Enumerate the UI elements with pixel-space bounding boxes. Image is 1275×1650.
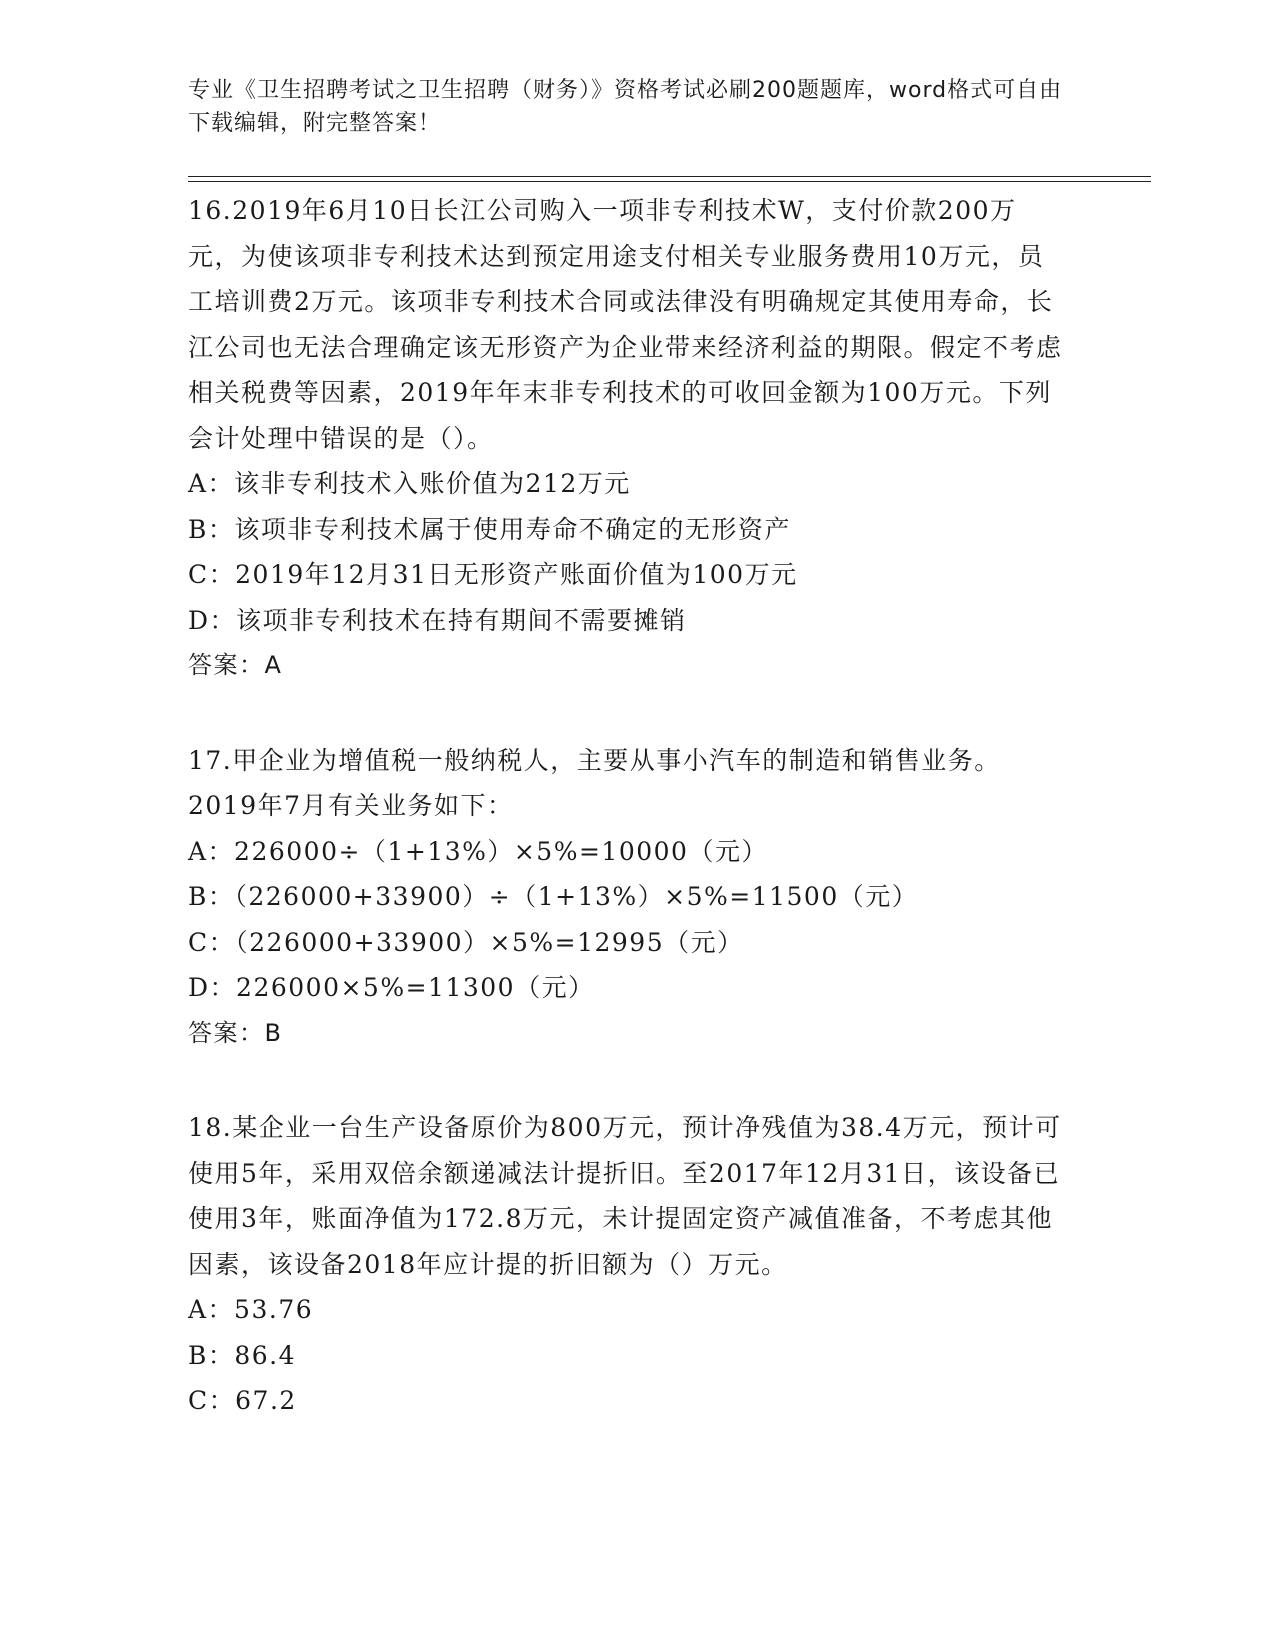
question-list: [188, 188, 1068, 1473]
option-b: B：86.4: [188, 1340, 297, 1370]
option-a: A：该非专利技术入账价值为212万元: [188, 469, 631, 498]
answer: 答案：A: [188, 651, 283, 679]
option-b: B：（226000+33900）÷（1+13%）×5%=11500（元）: [188, 882, 919, 911]
option-d: D：该项非专利技术在持有期间不需要摊销: [188, 605, 687, 635]
option-c: C：2019年12月31日无形资产账面价值为100万元: [188, 560, 798, 589]
question-16: [188, 188, 1068, 689]
question-text: 18.某企业一台生产设备原价为800万元，预计净残值为38.4万元，预计可使用5年，采用双倍余额递减法计提折旧。至2017年12月31日，该设备已使用3年，账面净值为172.8万元，未计提固定资产减值准备，不考虑其他因素，该设备2018年应计提的折旧额为（）万元。: [188, 1113, 1062, 1279]
question-text: 16.2019年6月10日长江公司购入一项非专利技术W，支付价款200万元，为使该项非专利技术达到预定用途支付相关专业服务费用10万元，员工培训费2万元。该项非专利技术合同或法律没有明确规定其使用寿命，长江公司也无法合理确定该无形资产为企业带来经济利益的期限。假定不考虑相关税费等因素，2019年年末非专利技术的可收回金额为100万元。下列会计处理中错误的是（）。: [188, 196, 1063, 453]
option-a: A：226000÷（1+13%）×5%=10000（元）: [188, 836, 768, 866]
question-18: [188, 1105, 1068, 1424]
header-rule-bottom: [188, 181, 1151, 182]
option-a: A：53.76: [188, 1295, 314, 1324]
answer: 答案：B: [188, 1018, 283, 1047]
option-d: D：226000×5%=11300（元）: [188, 973, 595, 1002]
header-rule-top: [188, 176, 1151, 177]
option-c: C：67.2: [188, 1386, 297, 1415]
question-17: [188, 738, 1068, 1057]
option-b: B：该项非专利技术属于使用寿命不确定的无形资产: [188, 514, 791, 544]
document-header: 专业《卫生招聘考试之卫生招聘（财务）》资格考试必刷200题题库，word格式可自由下载编辑，附完整答案！: [188, 78, 1063, 136]
option-c: C：（226000+33900）×5%=12995（元）: [188, 927, 744, 957]
question-text: 17.甲企业为增值税一般纳税人，主要从事小汽车的制造和销售业务。2019年7月有关业务如下：: [188, 745, 1001, 820]
